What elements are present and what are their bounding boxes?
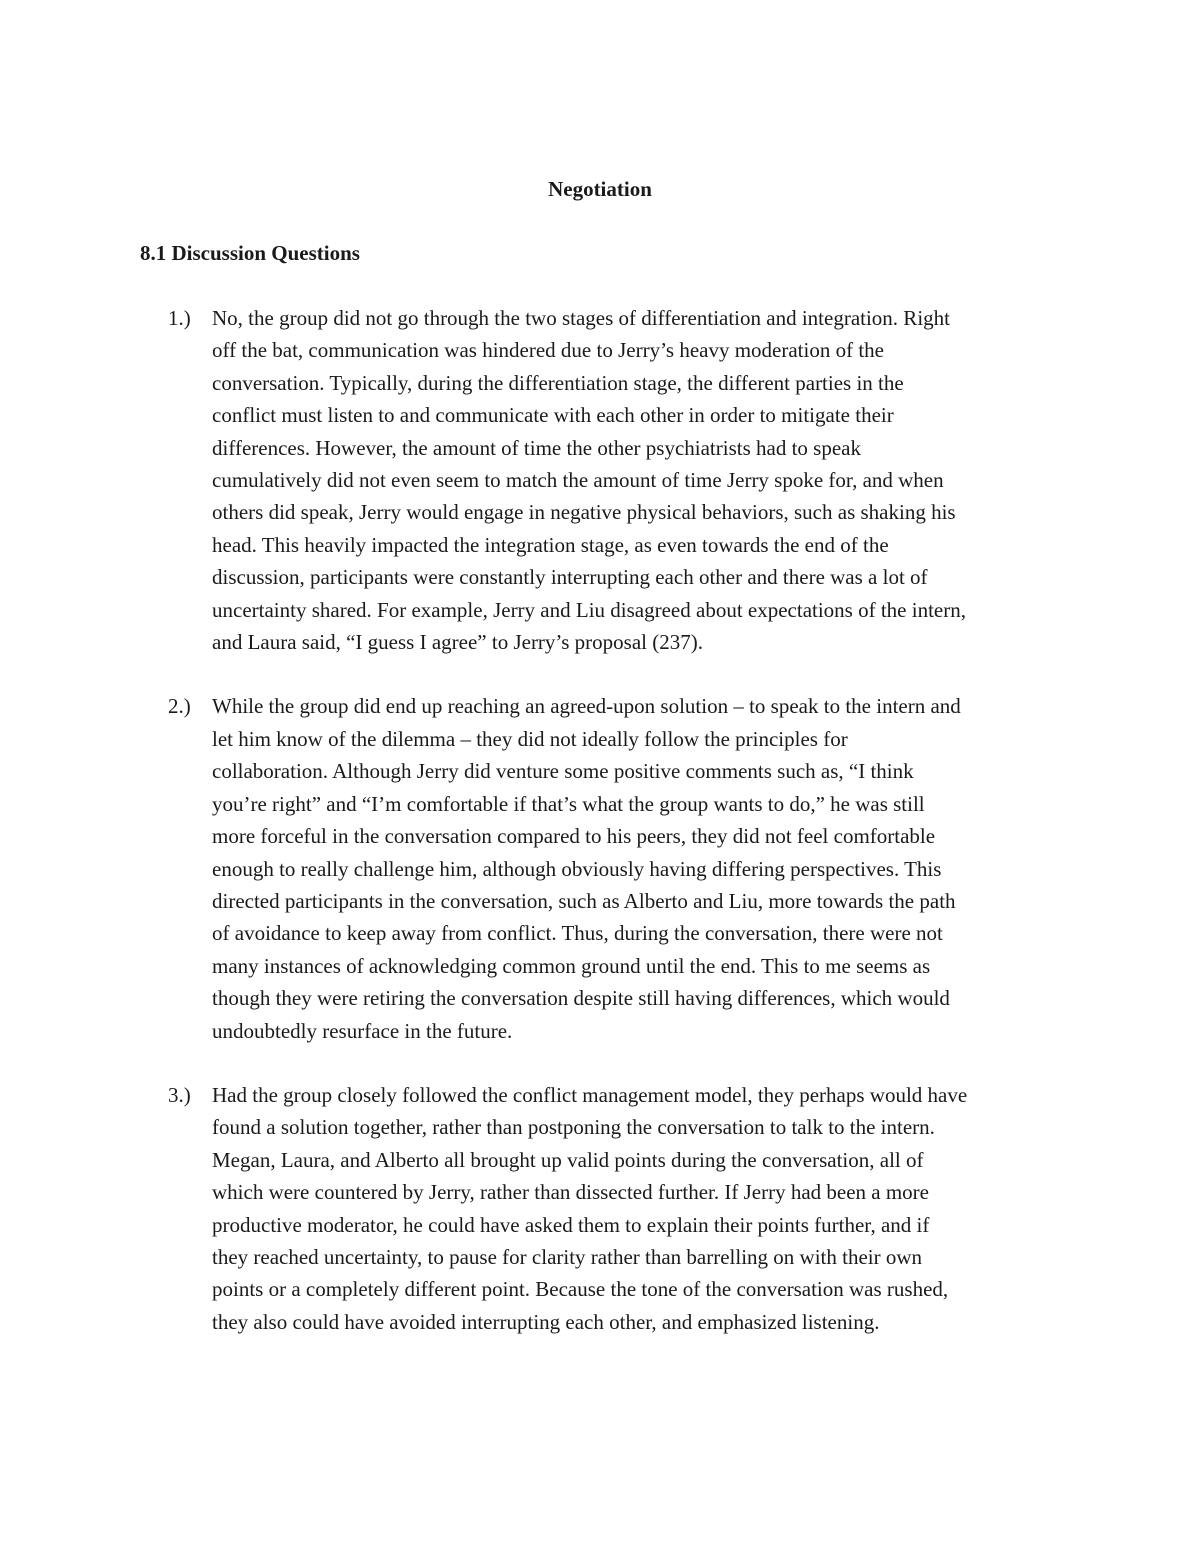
text-line: others did speak, Jerry would engage in negative physical behaviors, such as shaking his (212, 500, 956, 525)
question-list (0, 302, 1200, 1370)
section-heading: 8.1 Discussion Questions (140, 241, 360, 265)
question-number: 1.) (168, 306, 191, 330)
text-line: collaboration. Although Jerry did venture some positive comments such as, “I think (212, 759, 914, 784)
text-line: Had the group closely followed the conflict management model, they perhaps would have (212, 1082, 968, 1107)
text-line: points or a completely different point. Because the tone of the conversation was rushed, (212, 1277, 949, 1302)
text-line: they reached uncertainty, to pause for clarity rather than barrelling on with their own (212, 1244, 923, 1269)
question-answer-text (212, 302, 1062, 658)
text-line: conversation. Typically, during the differentiation stage, the different parties in the (212, 370, 904, 395)
question-item-1 (0, 302, 1200, 658)
text-line: uncertainty shared. For example, Jerry and Liu disagreed about expectations of the intern, (212, 597, 966, 622)
question-item-3 (0, 1079, 1200, 1338)
text-line: conflict must listen to and communicate with each other in order to mitigate their (212, 403, 894, 428)
document-title: Negotiation (548, 177, 652, 201)
text-line: cumulatively did not even seem to match the amount of time Jerry spoke for, and when (212, 468, 944, 493)
text-line: off the bat, communication was hindered due to Jerry’s heavy moderation of the (212, 338, 884, 363)
text-line: found a solution together, rather than postponing the conversation to talk to the intern. (212, 1115, 935, 1140)
text-line: and Laura said, “I guess I agree” to Jerry’s proposal (237). (212, 630, 703, 655)
text-line: undoubtedly resurface in the future. (212, 1018, 513, 1043)
text-line: which were countered by Jerry, rather than dissected further. If Jerry had been a more (212, 1180, 929, 1205)
text-line: let him know of the dilemma – they did not ideally follow the principles for (212, 726, 848, 751)
text-line: head. This heavily impacted the integration stage, as even towards the end of the (212, 532, 889, 557)
text-line: enough to really challenge him, although obviously having differing perspectives. This (212, 856, 942, 881)
text-line: While the group did end up reaching an agreed-upon solution – to speak to the intern and (212, 694, 961, 719)
question-answer-text (212, 690, 1062, 1046)
text-line: more forceful in the conversation compared to his peers, they did not feel comfortable (212, 824, 936, 849)
question-number: 2.) (168, 694, 191, 719)
text-line: directed participants in the conversation, such as Alberto and Liu, more towards the path (212, 888, 956, 913)
text-line: they also could have avoided interrupting each other, and emphasized listening. (212, 1309, 880, 1334)
text-line: Megan, Laura, and Alberto all brought up valid points during the conversation, all of (212, 1147, 924, 1172)
text-line: productive moderator, he could have asked them to explain their points further, and if (212, 1212, 930, 1237)
text-line: No, the group did not go through the two stages of differentiation and integration. Right (212, 306, 950, 330)
text-line: you’re right” and “I’m comfortable if that’s what the group wants to do,” he was still (212, 791, 925, 816)
text-line: many instances of acknowledging common ground until the end. This to me seems as (212, 953, 931, 978)
text-line: of avoidance to keep away from conflict. Thus, during the conversation, there were not (212, 921, 943, 946)
text-line: though they were retiring the conversation despite still having differences, which would (212, 986, 950, 1011)
text-line: differences. However, the amount of time the other psychiatrists had to speak (212, 435, 861, 460)
question-number: 3.) (168, 1082, 191, 1107)
text-line: discussion, participants were constantly interrupting each other and there was a lot of (212, 565, 928, 590)
question-answer-text (212, 1079, 1062, 1338)
question-item-2 (0, 690, 1200, 1046)
